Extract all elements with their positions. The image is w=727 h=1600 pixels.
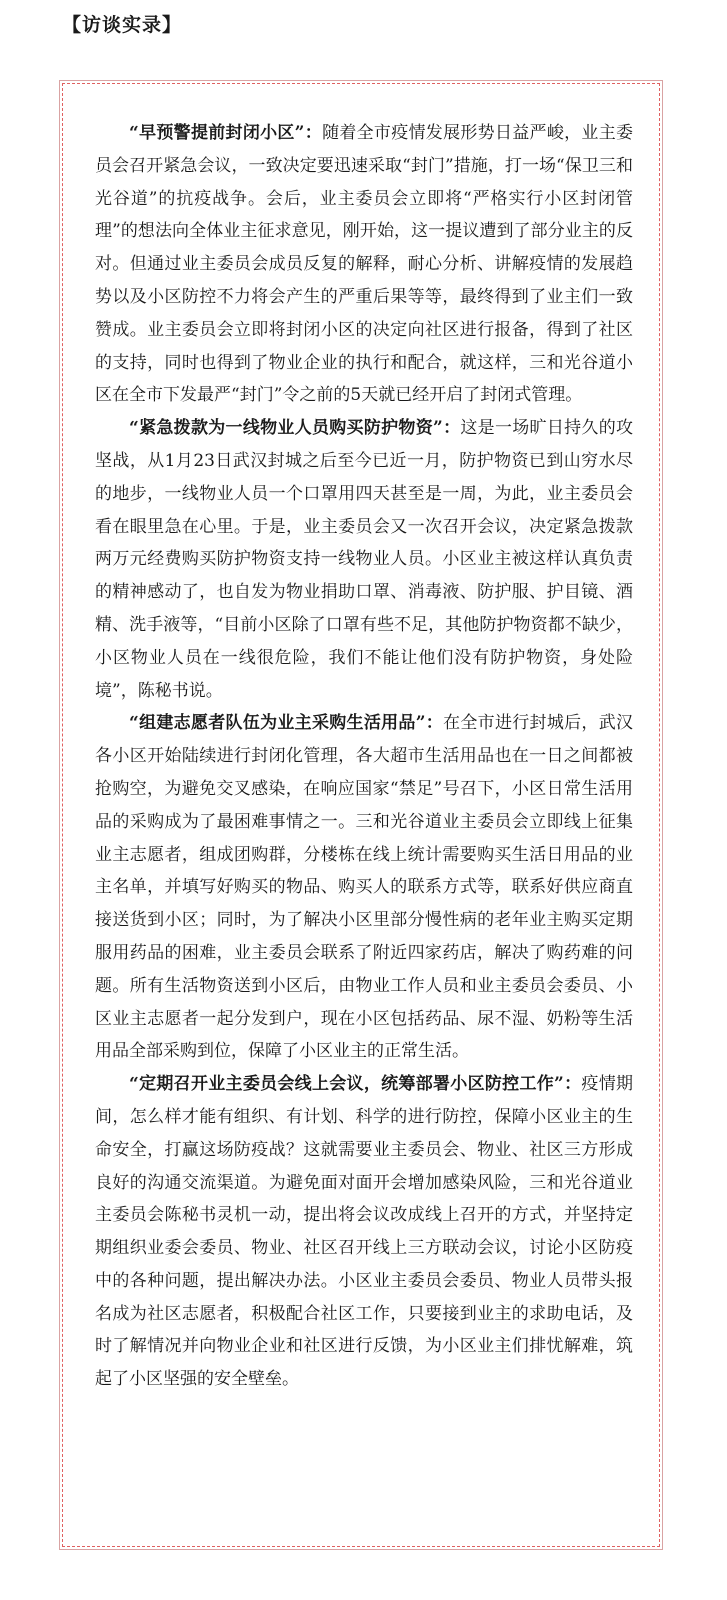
- paragraph-body: 疫情期间，怎么样才能有组织、有计划、科学的进行防控，保障小区业主的生命安全，打赢这场防疫战？这就需要业主委员会、物业、社区三方形成良好的沟通交流渠道。为避免面对面开会增加感染风险，三和光谷道业主委员会陈秘书灵机一动，提出将会议改成线上召开的方式，并坚持定期组织业委会委员、物业、社区召开线上三方联动会议，讨论小区防疫中的各种问题，提出解决办法。小区业主委员会委员、物业人员带头报名成为社区志愿者，积极配合社区工作，只要接到业主的求助电话，及时了解情况并向物业企业和社区进行反馈，为小区业主们排忧解难，筑起了小区坚强的安全壁垒。: [95, 1074, 634, 1390]
- paragraph-lead: “组建志愿者队伍为业主采购生活用品”：: [129, 713, 444, 734]
- section-heading: 【访谈实录】: [62, 14, 183, 36]
- paragraph-volunteer-team: [95, 707, 633, 1068]
- interview-content: [95, 117, 633, 1396]
- paragraph-lead: “紧急拨款为一线物业人员购买防护物资”：: [129, 418, 461, 439]
- paragraph-body: 这是一场旷日持久的攻坚战，从1月23日武汉封城之后至今已近一月，防护物资已到山穷水尽的地步，一线物业人员一个口罩用四天甚至是一周，为此，业主委员会看在眼里急在心里。于是，业主委员会又一次召开会议，决定紧急拨款两万元经费购买防护物资支持一线物业人员。小区业主被这样认真负责的精神感动了，也自发为物业捐助口罩、消毒液、防护服、护目镜、酒精、洗手液等，“目前小区除了口罩有些不足，其他防护物资都不缺少，小区物业人员在一线很危险，我们不能让他们没有防护物资，身处险境”，陈秘书说。: [95, 418, 633, 701]
- paragraph-lead: “早预警提前封闭小区”：: [129, 123, 323, 143]
- paragraph-emergency-funding: [95, 412, 633, 707]
- paragraph-body: 随着全市疫情发展形势日益严峻，业主委员会召开紧急会议，一致决定要迅速采取“封门”措施，打一场“保卫三和光谷道”的抗疫战争。会后，业主委员会立即将“严格实行小区封闭管理”的想法向全体业主征求意见，刚开始，这一提议遭到了部分业主的反对。但通过业主委员会成员反复的解释，耐心分析、讲解疫情的发展趋势以及小区防控不力将会产生的严重后果等等，最终得到了业主们一致赞成。业主委员会立即将封闭小区的决定向社区进行报备，得到了社区的支持，同时也得到了物业企业的执行和配合，就这样，三和光谷道小区在全市下发最严“封门”令之前的5天就已经开启了封闭式管理。: [95, 123, 634, 406]
- paragraph-body: 在全市进行封城后，武汉各小区开始陆续进行封闭化管理，各大超市生活用品也在一日之间都被抢购空，为避免交叉感染，在响应国家“禁足”号召下，小区日常生活用品的采购成为了最困难事情之一。三和光谷道业主委员会立即线上征集业主志愿者，组成团购群，分楼栋在线上统计需要购买生活日用品的业主名单，并填写好购买的物品、购买人的联系方式等，联系好供应商直接送货到小区；同时，为了解决小区里部分慢性病的老年业主购买定期服用药品的困难，业主委员会联系了附近四家药店，解决了购药难的问题。所有生活物资送到小区后，由物业工作人员和业主委员会委员、小区业主志愿者一起分发到户，现在小区包括药品、尿不湿、奶粉等生活用品全部采购到位，保障了小区业主的正常生活。: [95, 713, 634, 1062]
- paragraph-online-meetings: [95, 1068, 633, 1396]
- paragraph-early-warning: [95, 117, 633, 412]
- paragraph-lead: “定期召开业主委员会线上会议，统筹部署小区防控工作”：: [129, 1074, 582, 1095]
